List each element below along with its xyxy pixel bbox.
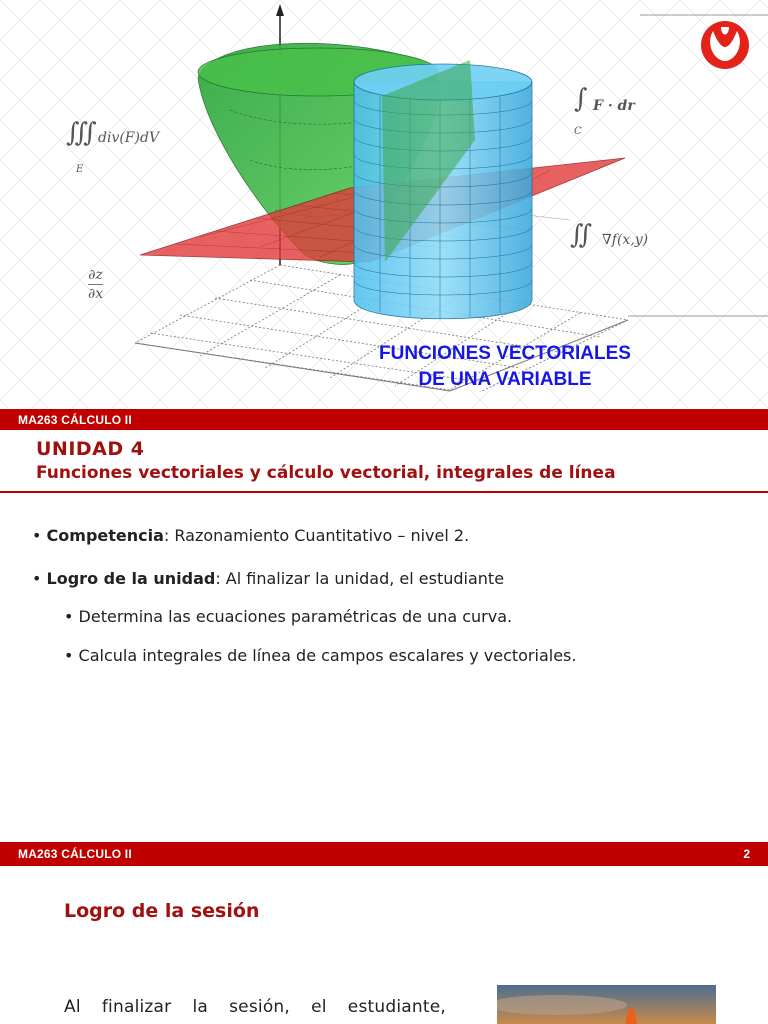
competencia-text: : Razonamiento Cuantitativo – nivel 2. <box>163 526 470 545</box>
page-number: 2 <box>743 847 750 861</box>
slide-header-bar-2 <box>0 842 768 866</box>
session-title: Logro de la sesión <box>64 900 260 922</box>
bullet-competencia: • Competencia: Razonamiento Cuantitativo – nivel 2. <box>32 526 470 545</box>
cover-slide <box>0 0 768 408</box>
sub2-text: Calcula integrales de línea de campos escalares y vectoriales. <box>78 646 577 665</box>
sub1-text: Determina las ecuaciones paramétricas de una curva. <box>78 607 513 626</box>
triple-integral-sub: E <box>76 164 84 175</box>
partial-denominator: ∂x <box>88 286 104 302</box>
unit-heading <box>36 437 616 485</box>
line-integral-sub: C <box>574 126 582 137</box>
course-label-2: MA263 CÁLCULO II <box>18 847 132 861</box>
cover-title <box>340 341 670 393</box>
triple-integral-integrand: div(F)dV <box>98 130 160 146</box>
bullet-sub2: • Calcula integrales de línea de campos escalares y vectoriales. <box>64 646 577 665</box>
logro-label: Logro de la unidad <box>46 569 216 588</box>
triple-integral-symbol: ∭ <box>66 118 97 148</box>
cover-title-line1: FUNCIONES VECTORIALES <box>379 343 631 364</box>
partial-numerator: ∂z <box>88 267 103 283</box>
competencia-label: Competencia <box>46 526 164 545</box>
sunset-photo <box>497 985 716 1024</box>
university-logo <box>701 21 749 69</box>
bullet-sub1: • Determina las ecuaciones paramétricas de una curva. <box>64 607 513 626</box>
double-integral-symbol: ∬ <box>570 220 593 250</box>
double-integral-integrand: ∇f(x,y) <box>602 232 649 248</box>
unit-title: UNIDAD 4 <box>36 438 145 460</box>
slide-header-bar <box>0 409 768 430</box>
line-integral-symbol: ∫ <box>574 84 588 114</box>
session-text: Al finalizar la sesión, el estudiante, <box>64 997 446 1017</box>
cylinder <box>354 60 532 319</box>
course-label: MA263 CÁLCULO II <box>18 412 132 427</box>
bullet-logro: • Logro de la unidad: Al finalizar la unidad, el estudiante <box>32 569 505 588</box>
unit-divider <box>0 491 768 493</box>
logro-text: : Al finalizar la unidad, el estudiante <box>215 569 505 588</box>
unit-subtitle: Funciones vectoriales y cálculo vectorial, integrales de línea <box>36 463 616 483</box>
partial-derivative <box>88 266 103 303</box>
line-integral-integrand: F · dr <box>593 98 635 114</box>
cover-title-line2: DE UNA VARIABLE <box>418 369 592 390</box>
